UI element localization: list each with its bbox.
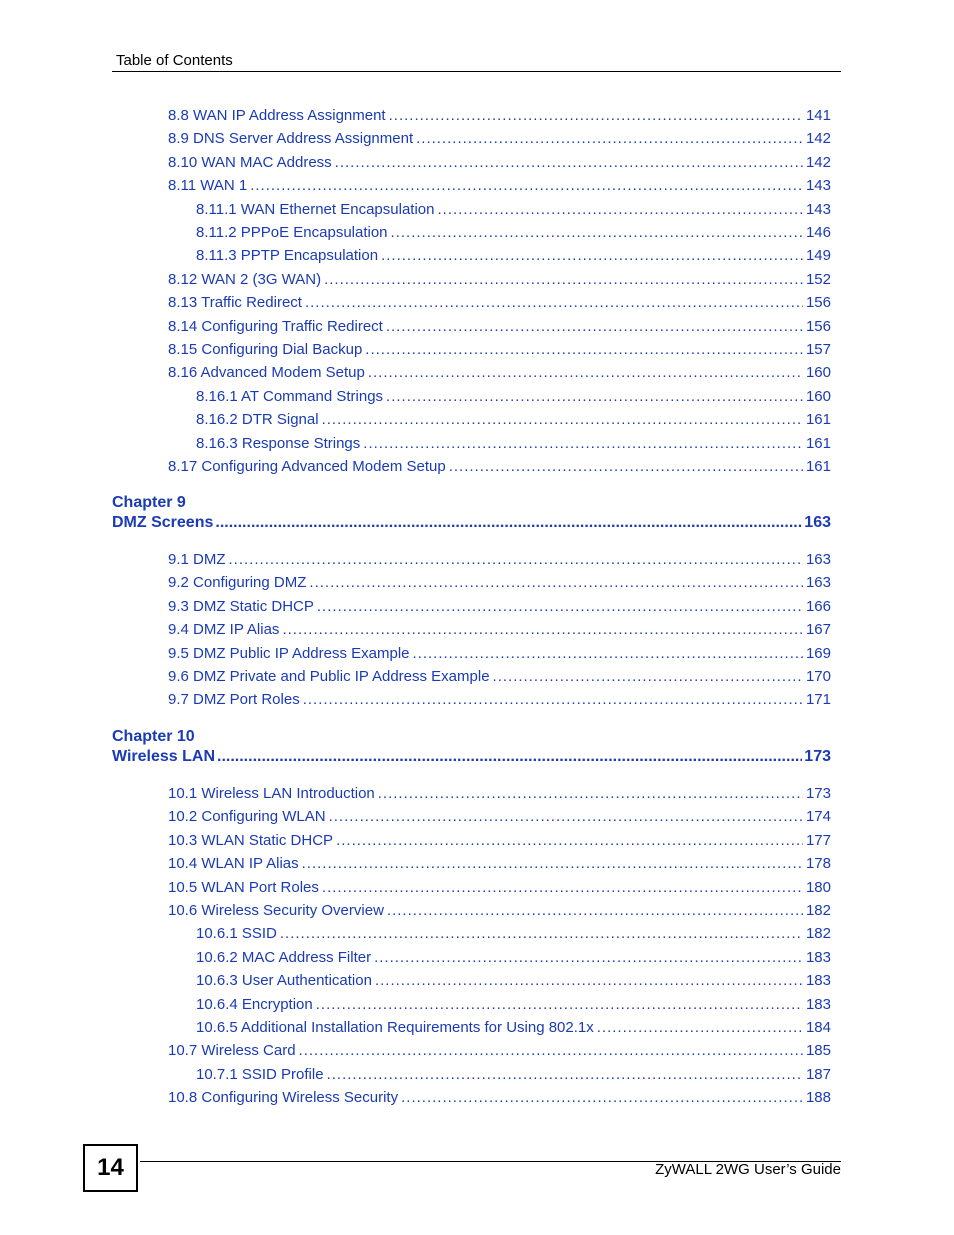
toc-entry-title: 8.11 WAN 1 (168, 177, 248, 195)
toc-entry[interactable] (168, 574, 831, 594)
toc-entry-page: 160 (805, 364, 831, 382)
toc-entry-title: 10.6.4 Encryption (196, 995, 313, 1013)
leader-dots (437, 201, 802, 218)
toc-entry[interactable] (196, 224, 831, 244)
toc-entry-title: 8.9 DNS Server Address Assignment (168, 130, 414, 148)
toc-entry-page: 142 (805, 153, 831, 171)
chapter-9-title: DMZ Screens (112, 514, 214, 531)
toc-entry[interactable] (168, 1042, 831, 1062)
leader-dots (386, 318, 803, 335)
guide-title: ZyWALL 2WG User’s Guide (655, 1161, 841, 1178)
leader-dots (368, 364, 803, 381)
toc-entry-page: 184 (805, 1019, 831, 1036)
toc-entry-page: 142 (805, 130, 831, 148)
toc-entry[interactable] (196, 435, 831, 455)
leader-dots (413, 645, 803, 662)
leader-dots (229, 551, 803, 568)
toc-entry-page: 163 (805, 574, 831, 592)
leader-dots (324, 271, 803, 288)
toc-entry[interactable] (196, 1066, 831, 1086)
toc-entry-title: 9.4 DMZ IP Alias (168, 621, 280, 639)
leader-dots (250, 177, 803, 194)
leader-dots (401, 1089, 803, 1106)
toc-entry-page: 185 (805, 1042, 831, 1060)
toc-entry-page: 161 (805, 434, 831, 452)
leader-dots (299, 1042, 803, 1059)
toc-entry[interactable] (168, 318, 831, 338)
toc-entry-title: 10.4 WLAN IP Alias (168, 855, 299, 873)
toc-entry-title: 9.2 Configuring DMZ (168, 574, 307, 592)
chapter-10-entry[interactable] (112, 748, 831, 770)
toc-entry-title: 8.11.2 PPPoE Encapsulation (196, 224, 388, 241)
toc-entry-page: 161 (805, 458, 831, 475)
toc-entry-title: 10.6.3 User Authentication (196, 972, 372, 990)
toc-entry-page: 156 (805, 294, 831, 312)
toc-entry-title: 9.3 DMZ Static DHCP (168, 597, 314, 615)
toc-entry-title: 8.8 WAN IP Address Assignment (168, 107, 386, 124)
toc-entry-page: 152 (805, 270, 831, 288)
toc-entry-page: 156 (805, 317, 831, 335)
leader-dots (280, 925, 803, 942)
toc-entry-page: 149 (805, 247, 831, 265)
toc-entry[interactable] (168, 294, 831, 314)
toc-entry-page: 183 (805, 948, 831, 966)
toc-entry-page: 163 (805, 551, 831, 568)
toc-entry[interactable] (168, 271, 831, 291)
toc-entry[interactable] (168, 879, 831, 899)
toc-entry[interactable] (168, 621, 831, 641)
toc-entry-page: 166 (805, 597, 831, 615)
toc-entry-page: 174 (805, 808, 831, 826)
toc-entry-title: 8.16.1 AT Command Strings (196, 387, 384, 405)
toc-entry-title: 10.3 WLAN Static DHCP (168, 831, 334, 849)
toc-entry[interactable] (168, 785, 831, 805)
toc-entry[interactable] (168, 177, 831, 197)
toc-entry-title: 8.13 Traffic Redirect (168, 294, 302, 312)
toc-entry-page: 183 (805, 995, 831, 1013)
toc-entry-page: 180 (805, 878, 831, 896)
toc-entry-title: 10.2 Configuring WLAN (168, 808, 326, 826)
chapter-9-entry[interactable] (112, 514, 831, 536)
toc-entry[interactable] (196, 996, 831, 1016)
toc-entry[interactable] (168, 832, 831, 852)
toc-entry[interactable] (168, 154, 831, 174)
toc-entry[interactable] (196, 949, 831, 969)
toc-entry-page: 183 (805, 972, 831, 990)
toc-entry-page: 182 (805, 902, 831, 919)
toc-entry[interactable] (168, 902, 831, 922)
leader-dots (386, 388, 803, 405)
toc-entry-page: 143 (805, 200, 831, 218)
toc-entry-title: 8.15 Configuring Dial Backup (168, 341, 363, 358)
toc-entry[interactable] (168, 645, 831, 665)
toc-entry-title: 10.8 Configuring Wireless Security (168, 1089, 399, 1107)
toc-entry-title: 9.1 DMZ (168, 551, 226, 568)
toc-entry-title: 10.5 WLAN Port Roles (168, 878, 319, 896)
leader-dots (387, 902, 803, 919)
toc-entry[interactable] (168, 364, 831, 384)
toc-entry-title: 9.7 DMZ Port Roles (168, 691, 300, 709)
toc-entry-title: 8.16.2 DTR Signal (196, 411, 319, 429)
leader-dots (378, 785, 803, 802)
leader-dots (365, 341, 803, 358)
toc-entry[interactable] (168, 668, 831, 688)
toc-entry-title: 8.11.1 WAN Ethernet Encapsulation (196, 200, 435, 218)
toc-entry-title: 8.16.3 Response Strings (196, 434, 361, 452)
toc-entry[interactable] (196, 247, 831, 267)
toc-entry-page: 169 (805, 644, 831, 662)
leader-dots (416, 130, 803, 147)
toc-entry[interactable] (196, 972, 831, 992)
page-number: 14 (83, 1144, 138, 1192)
toc-entry[interactable] (168, 691, 831, 711)
leader-dots (327, 1066, 803, 1083)
toc-entry-title: 8.11.3 PPTP Encapsulation (196, 247, 379, 265)
toc-entry[interactable] (168, 551, 831, 571)
leader-dots (597, 1019, 803, 1036)
leader-dots (282, 621, 803, 638)
toc-entry-title: 10.1 Wireless LAN Introduction (168, 785, 375, 802)
toc-entry[interactable] (168, 808, 831, 828)
toc-entry[interactable] (196, 925, 831, 945)
chapter-10-label: Chapter 10 (112, 728, 195, 745)
toc-entry-page: 141 (805, 107, 831, 124)
toc-entry-title: 10.6.5 Additional Installation Requirements for Using 802.1x (196, 1019, 594, 1036)
toc-entry-page: 160 (805, 387, 831, 405)
header-divider (112, 71, 841, 72)
toc-entry[interactable] (168, 855, 831, 875)
toc-entry-page: 161 (805, 411, 831, 429)
header-title: Table of Contents (116, 52, 233, 69)
toc-entry-page: 178 (805, 855, 831, 873)
toc-entry-page: 173 (805, 785, 831, 802)
toc-entry-title: 10.6.2 MAC Address Filter (196, 948, 372, 966)
leader-dots (375, 972, 803, 989)
leader-dots (217, 748, 802, 766)
chapter-9-page: 163 (804, 514, 831, 531)
leader-dots (329, 808, 803, 825)
toc-entry-title: 9.5 DMZ Public IP Address Example (168, 644, 410, 662)
toc-entry-title: 8.12 WAN 2 (3G WAN) (168, 270, 322, 288)
leader-dots (322, 411, 803, 428)
chapter-10-page: 173 (804, 748, 831, 765)
toc-entry-title: 8.10 WAN MAC Address (168, 153, 332, 171)
toc-entry-page: 188 (805, 1089, 831, 1107)
leader-dots (336, 832, 803, 849)
toc-entry-page: 157 (805, 341, 831, 358)
leader-dots (316, 996, 803, 1013)
leader-dots (493, 668, 803, 685)
leader-dots (335, 154, 803, 171)
toc-entry-page: 167 (805, 621, 831, 639)
toc-entry[interactable] (168, 107, 831, 127)
leader-dots (322, 879, 803, 896)
toc-entry-page: 182 (805, 925, 831, 943)
toc-entry[interactable] (196, 388, 831, 408)
toc-entry-page: 171 (805, 691, 831, 709)
toc-entry-title: 10.6.1 SSID (196, 925, 277, 943)
toc-entry[interactable] (196, 201, 831, 221)
toc-entry-title: 8.14 Configuring Traffic Redirect (168, 317, 383, 335)
toc-entry-page: 146 (805, 224, 831, 241)
toc-entry-title: 10.7.1 SSID Profile (196, 1065, 324, 1083)
toc-entry[interactable] (168, 130, 831, 150)
toc-entry-page: 170 (805, 668, 831, 685)
toc-entry[interactable] (168, 458, 831, 478)
toc-entry[interactable] (168, 341, 831, 361)
chapter-9-label: Chapter 9 (112, 494, 186, 511)
toc-entry[interactable] (168, 598, 831, 618)
leader-dots (449, 458, 803, 475)
leader-dots (374, 949, 803, 966)
toc-entry-title: 8.17 Configuring Advanced Modem Setup (168, 458, 446, 475)
toc-entry-page: 143 (805, 177, 831, 195)
toc-entry[interactable] (196, 411, 831, 431)
leader-dots (305, 294, 803, 311)
toc-entry-page: 187 (805, 1065, 831, 1083)
leader-dots (363, 435, 803, 452)
leader-dots (309, 574, 803, 591)
leader-dots (391, 224, 803, 241)
leader-dots (215, 514, 802, 532)
leader-dots (303, 691, 803, 708)
toc-entry-title: 10.7 Wireless Card (168, 1042, 296, 1060)
toc-entry-page: 177 (805, 831, 831, 849)
leader-dots (381, 247, 803, 264)
chapter-10-title: Wireless LAN (112, 748, 215, 765)
leader-dots (317, 598, 803, 615)
toc-entry[interactable] (196, 1019, 831, 1039)
toc-entry[interactable] (168, 1089, 831, 1109)
leader-dots (302, 855, 803, 872)
leader-dots (389, 107, 803, 124)
toc-entry-title: 10.6 Wireless Security Overview (168, 902, 384, 919)
toc-entry-title: 8.16 Advanced Modem Setup (168, 364, 365, 382)
toc-entry-title: 9.6 DMZ Private and Public IP Address Example (168, 668, 490, 685)
